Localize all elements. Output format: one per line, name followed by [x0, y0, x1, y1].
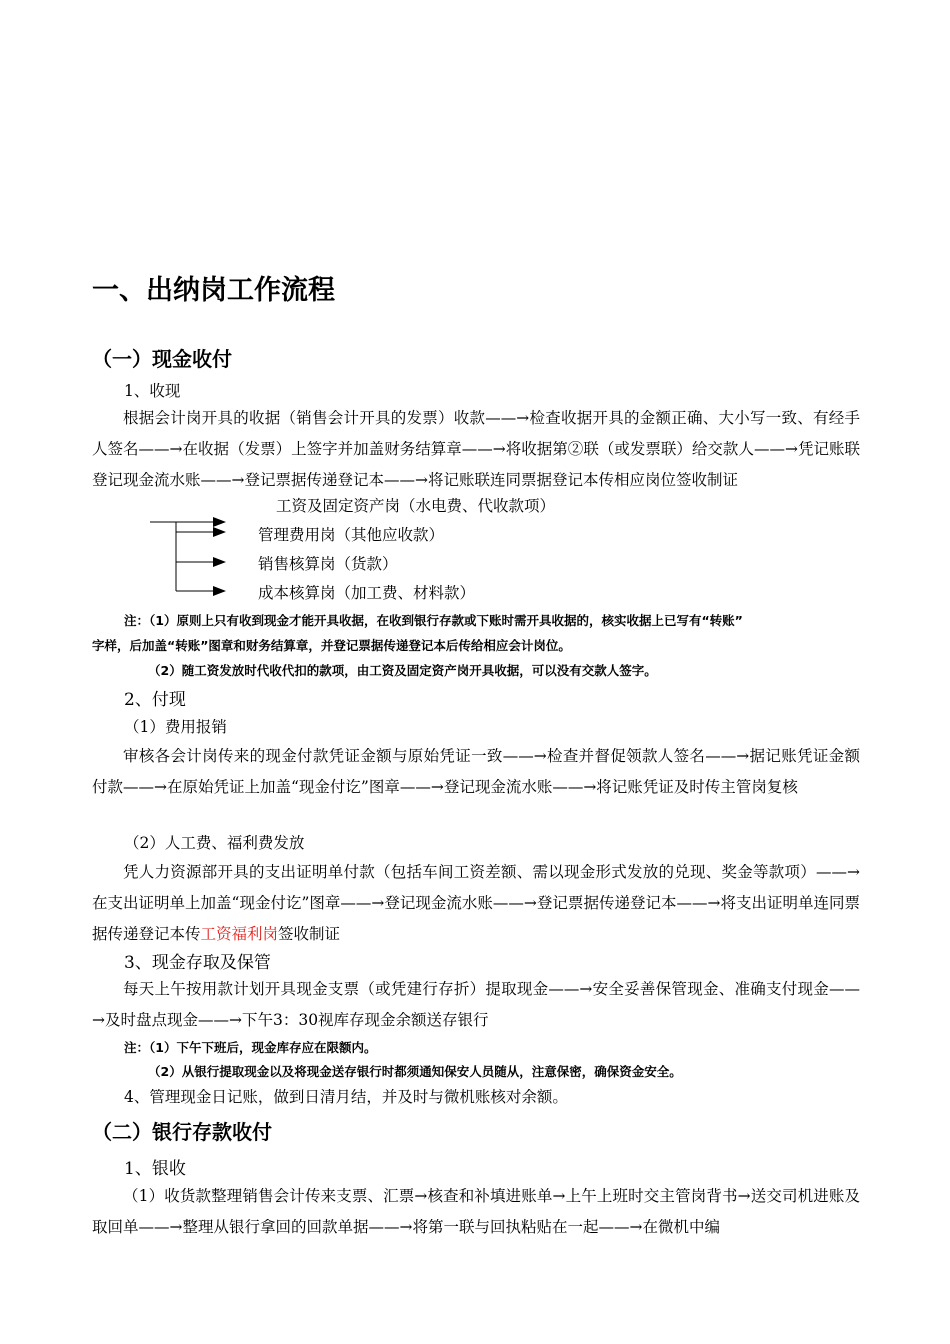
paragraph-receive-cash: 根据会计岗开具的收据（销售会计开具的发票）收款——→检查收据开具的金额正确、大小写一致、有经手人签名——→在收据（发票）上签字并加盖财务结算章——→将收据第②联（或发票联）给交款人——→凭记账联登记现金流水账——→登记票据传递登记本——→将记账联连同票据登记本传相应岗位签收制证	[92, 409, 860, 489]
paragraph-cash-storage: 每天上午按用款计划开具现金支票（或凭建行存折）提取现金——→安全妥善保管现金、准确支付现金——→及时盘点现金——→下午3：30视库存现金余额送存银行	[92, 980, 860, 1029]
note-line: （2）从银行提取现金以及将现金送存银行时都须通知保安人员随从，注意保密，确保资金安全。	[148, 1064, 682, 1079]
paragraph-payroll	[92, 857, 860, 950]
note-line: 注：（1）下午下班后，现金库存应在限额内。	[124, 1040, 377, 1055]
paragraph-payroll-text: 凭人力资源部开具的支出证明单付款（包括车间工资差额、需以现金形式发放的兑现、奖金等款项）——→在支出证明单上加盖“现金付讫”图章——→登记现金流水账——→登记票据传递登记本——→将支出证明单连同票据传递登记本传	[92, 863, 860, 943]
flow-item: 成本核算岗（加工费、材料款）	[258, 584, 476, 602]
note-line: 注：（1）原则上只有收到现金才能开具收据，在收到银行存款或下账时需开具收据的，核实收据上已写有“转账”	[124, 613, 743, 628]
subsection-title-bank-receive: 1、银收	[124, 1159, 186, 1179]
arrow-1-icon	[213, 517, 226, 527]
page-title: 一、出纳岗工作流程	[92, 275, 335, 306]
item-title-expense: （1）费用报销	[124, 718, 227, 736]
paragraph-bank-receive: （1）收货款整理销售会计传来支票、汇票→核查和补填进账单→上午上班时交主管岗背书→送交司机进账及取回单——→整理从银行拿回的回款单据——→将第一联与回执粘贴在一起——→在微机中编	[92, 1187, 860, 1236]
note-line: 字样，后加盖“转账”图章和财务结算章，并登记票据传递登记本后传给相应会计岗位。	[92, 638, 571, 653]
paragraph-payroll-end: 签收制证	[278, 925, 341, 943]
arrow-3-icon	[213, 557, 226, 567]
section-heading-bank: （二）银行存款收付	[92, 1120, 272, 1144]
subsection-title-receive-cash: 1、收现	[124, 382, 181, 400]
paragraph-expense: 审核各会计岗传来的现金付款凭证金额与原始凭证一致——→检查并督促领款人签名——→据记账凭证金额付款——→在原始凭证上加盖“现金付讫”图章——→登记现金流水账——→将记账凭证及时传主管岗复核	[92, 747, 860, 796]
arrow-4-icon	[213, 586, 226, 596]
flow-item: 销售核算岗（货款）	[258, 555, 398, 573]
flow-item: 管理费用岗（其他应收款）	[258, 526, 445, 544]
subsection-title-pay-cash: 2、付现	[124, 690, 186, 710]
flow-item: 工资及固定资产岗（水电费、代收款项）	[276, 497, 556, 515]
item-title-payroll: （2）人工费、福利费发放	[124, 834, 305, 852]
highlight-payroll-post: 工资福利岗	[200, 925, 279, 943]
section-heading-cash: （一）现金收付	[92, 347, 232, 371]
note-line: （2）随工资发放时代收代扣的款项，由工资及固定资产岗开具收据，可以没有交款人签字。	[148, 663, 657, 678]
arrow-2-icon	[213, 527, 226, 537]
subsection-cash-journal: 4、管理现金日记账，做到日清月结，并及时与微机账核对余额。	[124, 1088, 568, 1106]
subsection-title-cash-storage: 3、现金存取及保管	[124, 953, 271, 973]
